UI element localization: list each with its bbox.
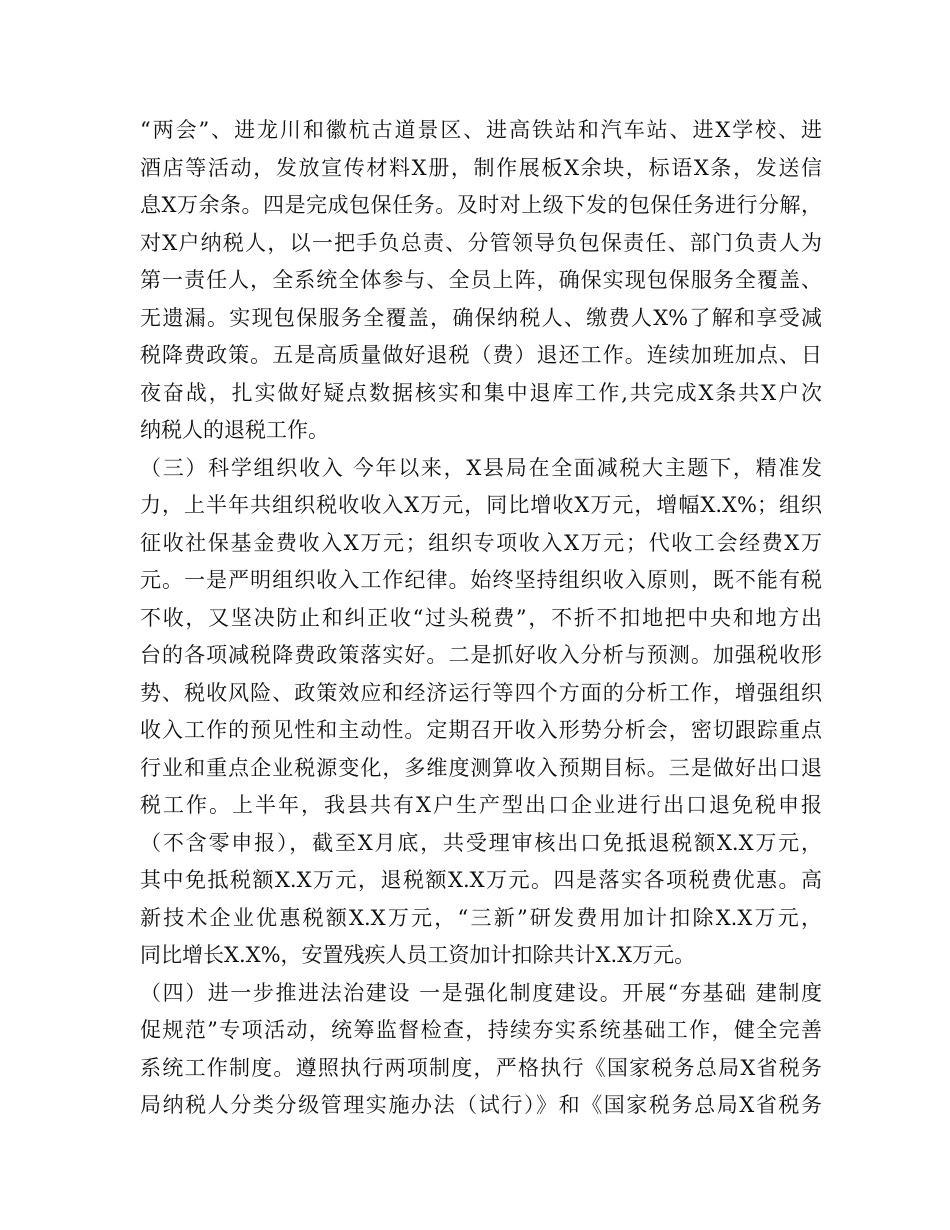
text-line: 势、税收风险、政策效应和经济运行等四个方面的分析工作，增强组织 [140,680,822,705]
text-line: 征收社保基金费收入X万元；组织专项收入X万元；代收工会经费X万 [140,530,822,555]
text-line: 行业和重点企业税源变化，多维度测算收入预期目标。三是做好出口退 [140,755,822,780]
text-line: 税工作。上半年，我县共有X户生产型出口企业进行出口退免税申报 [140,793,822,817]
text-line: 促规范”专项活动，统筹监督检查，持续夯实系统基础工作，健全完善 [140,1018,822,1042]
text-line: 夜奋战，扎实做好疑点数据核实和集中退库工作,共完成X条共X户次 [140,380,822,405]
section-heading-line: （三）科学组织收入 今年以来，X县局在全面减税大主题下，精准发 [140,455,822,480]
text-line: 不收，又坚决防止和纠正收“过头税费”，不折不扣地把中央和地方出 [140,605,822,630]
body-text [140,112,822,1125]
text-line: 酒店等活动，发放宣传材料X册，制作展板X余块，标语X条，发送信 [140,155,822,180]
text-line: 元。一是严明组织收入工作纪律。始终坚持组织收入原则，既不能有税 [140,568,822,592]
text-line: “两会”、进龙川和徽杭古道景区、进高铁站和汽车站、进X学校、进 [140,118,822,142]
text-line: 无遗漏。实现包保服务全覆盖，确保纳税人、缴费人X%了解和享受减 [140,305,822,330]
text-line: 台的各项减税降费政策落实好。二是抓好收入分析与预测。加强税收形 [140,643,822,667]
text-line: （不含零申报），截至X月底，共受理审核出口免抵退税额X.X万元， [140,830,822,855]
text-line: 第一责任人，全系统全体参与、全员上阵，确保实现包保服务全覆盖、 [140,268,822,292]
text-line: 同比增长X.X%，安置残疾人员工资加计扣除共计X.X万元。 [140,943,696,967]
text-line: 力，上半年共组织税收收入X万元，同比增收X万元，增幅X.X%；组织 [140,493,822,517]
text-line: 对X户纳税人，以一把手负总责、分管领导负包保责任、部门负责人为 [140,230,822,255]
text-line: 新技术企业优惠税额X.X万元，“三新”研发费用加计扣除X.X万元， [140,905,822,930]
text-line: 系统工作制度。遵照执行两项制度，严格执行《国家税务总局X省税务 [140,1055,822,1080]
section-heading-line: （四）进一步推进法治建设 一是强化制度建设。开展“夯基础 建制度 [140,980,822,1005]
text-line: 息X万余条。四是完成包保任务。及时对上级下发的包保任务进行分解， [140,193,822,217]
text-line: 收入工作的预见性和主动性。定期召开收入形势分析会，密切跟踪重点 [140,718,822,742]
text-line: 纳税人的退税工作。 [140,418,329,442]
text-line: 其中免抵税额X.X万元，退税额X.X万元。四是落实各项税费优惠。高 [140,868,822,892]
text-line: 局纳税人分类分级管理实施办法（试行）》和《国家税务总局X省税务 [140,1093,822,1117]
text-line: 税降费政策。五是高质量做好退税（费）退还工作。连续加班加点、日 [140,343,822,367]
